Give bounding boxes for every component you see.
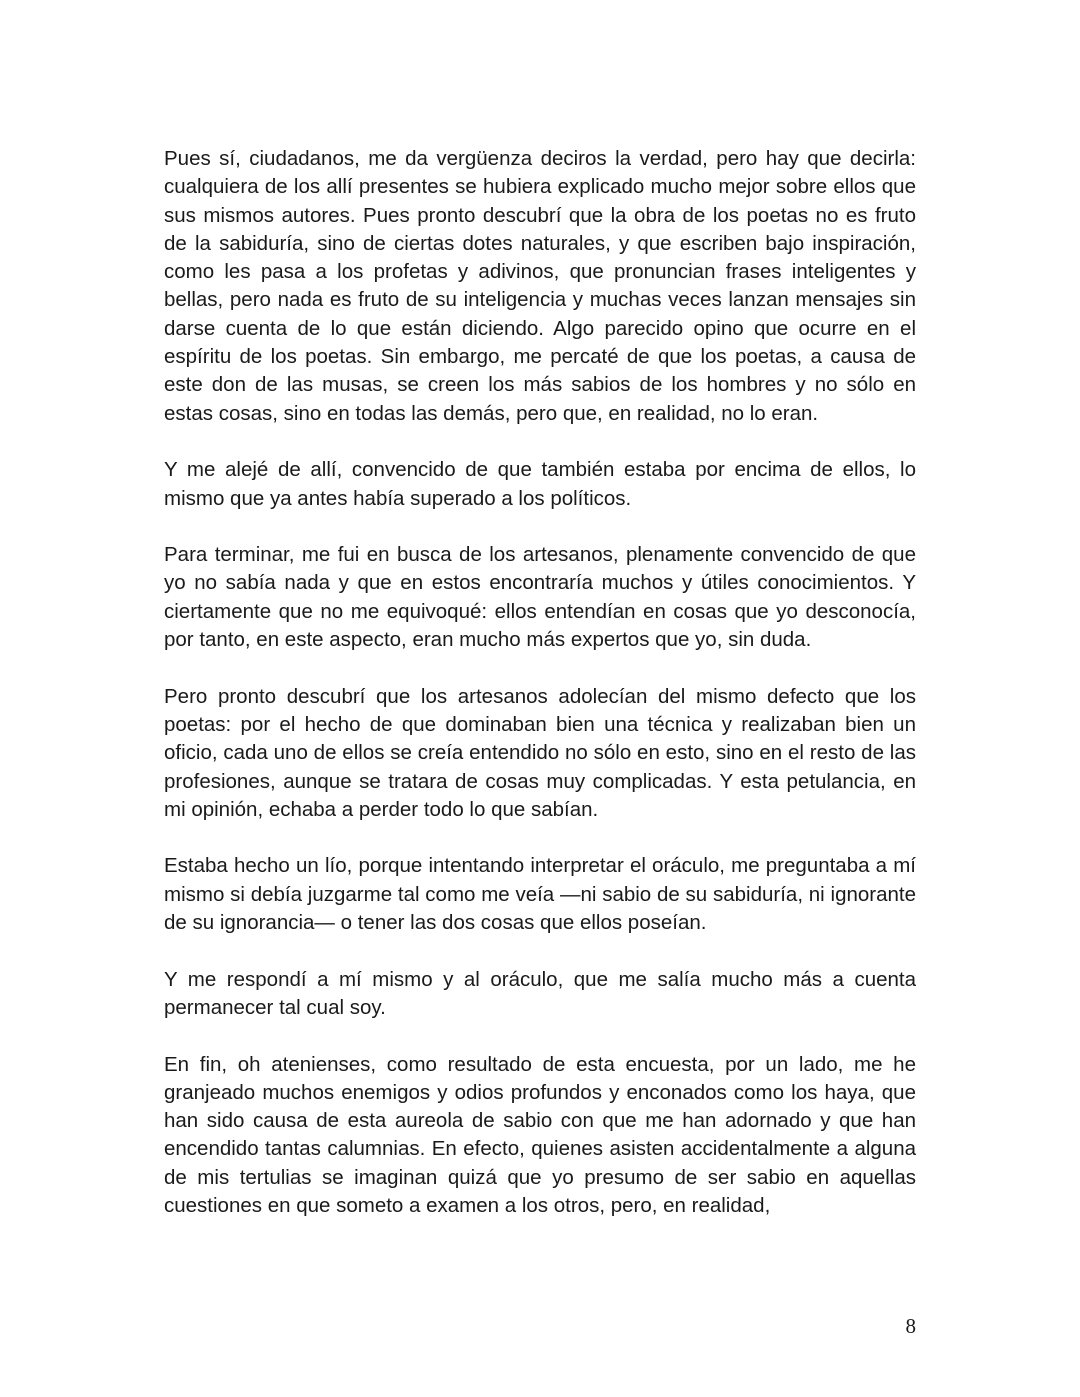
page-number: 8	[905, 1314, 916, 1338]
document-body	[164, 145, 916, 1249]
paragraph-poets-inspiration: Pues sí, ciudadanos, me da vergüenza deciros la verdad, pero hay que decirla: cualquiera de los allí presentes se hubiera explicado mucho mejor sobre ellos que sus mismos autores. Pues pronto descubrí que la obra de los poetas no es fruto de la sabiduría, sino de ciertas dotes naturales, y que escriben bajo inspiración, como les pasa a los profetas y adivinos, que pronuncian frases inteligentes y bellas, pero nada es fruto de su inteligencia y muchas veces lanzan mensajes sin darse cuenta de lo que están diciendo. Algo parecido opino que ocurre en el espíritu de los poetas. Sin embargo, me percaté de que los poetas, a causa de este don de las musas, se creen los más sabios de los hombres y no sólo en estas cosas, sino en todas las demás, pero que, en realidad, no lo eran.	[164, 147, 916, 425]
paragraph-oracle-answer: Y me respondí a mí mismo y al oráculo, que me salía mucho más a cuenta permanecer tal cual soy.	[164, 967, 916, 1019]
paragraph-oracle-interpretation: Estaba hecho un lío, porque intentando interpretar el oráculo, me preguntaba a mí mismo si debía juzgarme tal como me veía —ni sabio de su sabiduría, ni ignorante de su ignorancia— o tener las dos cosas que ellos poseían.	[164, 854, 916, 935]
paragraph-enemies-calumnies: En fin, oh atenienses, como resultado de esta encuesta, por un lado, me he granjeado muchos enemigos y odios profundos y enconados como los haya, que han sido causa de esta aureola de sabio con que me han adornado y que han encendido tantas calumnias. En efecto, quienes asisten accidentalmente a alguna de mis tertulias se imaginan quizá que yo presumo de ser sabio en aquellas cuestiones en que someto a examen a los otros, pero, en realidad,	[164, 1052, 916, 1217]
paragraph-artisans-search: Para terminar, me fui en busca de los artesanos, plenamente convencido de que yo no sabía nada y que en estos encontraría muchos y útiles conocimientos. Y ciertamente que no me equivoqué: ellos entendían en cosas que yo desconocía, por tanto, en este aspecto, eran mucho más expertos que yo, sin duda.	[164, 543, 916, 652]
paragraph-left-poets: Y me alejé de allí, convencido de que también estaba por encima de ellos, lo mismo que ya antes había superado a los políticos.	[164, 458, 916, 510]
paragraph-artisans-defect: Pero pronto descubrí que los artesanos adolecían del mismo defecto que los poetas: por el hecho de que dominaban bien una técnica y realizaban bien un oficio, cada uno de ellos se creía entendido no sólo en esto, sino en el resto de las profesiones, aunque se tratara de cosas muy complicadas. Y esta petulancia, en mi opinión, echaba a perder todo lo que sabían.	[164, 684, 916, 821]
